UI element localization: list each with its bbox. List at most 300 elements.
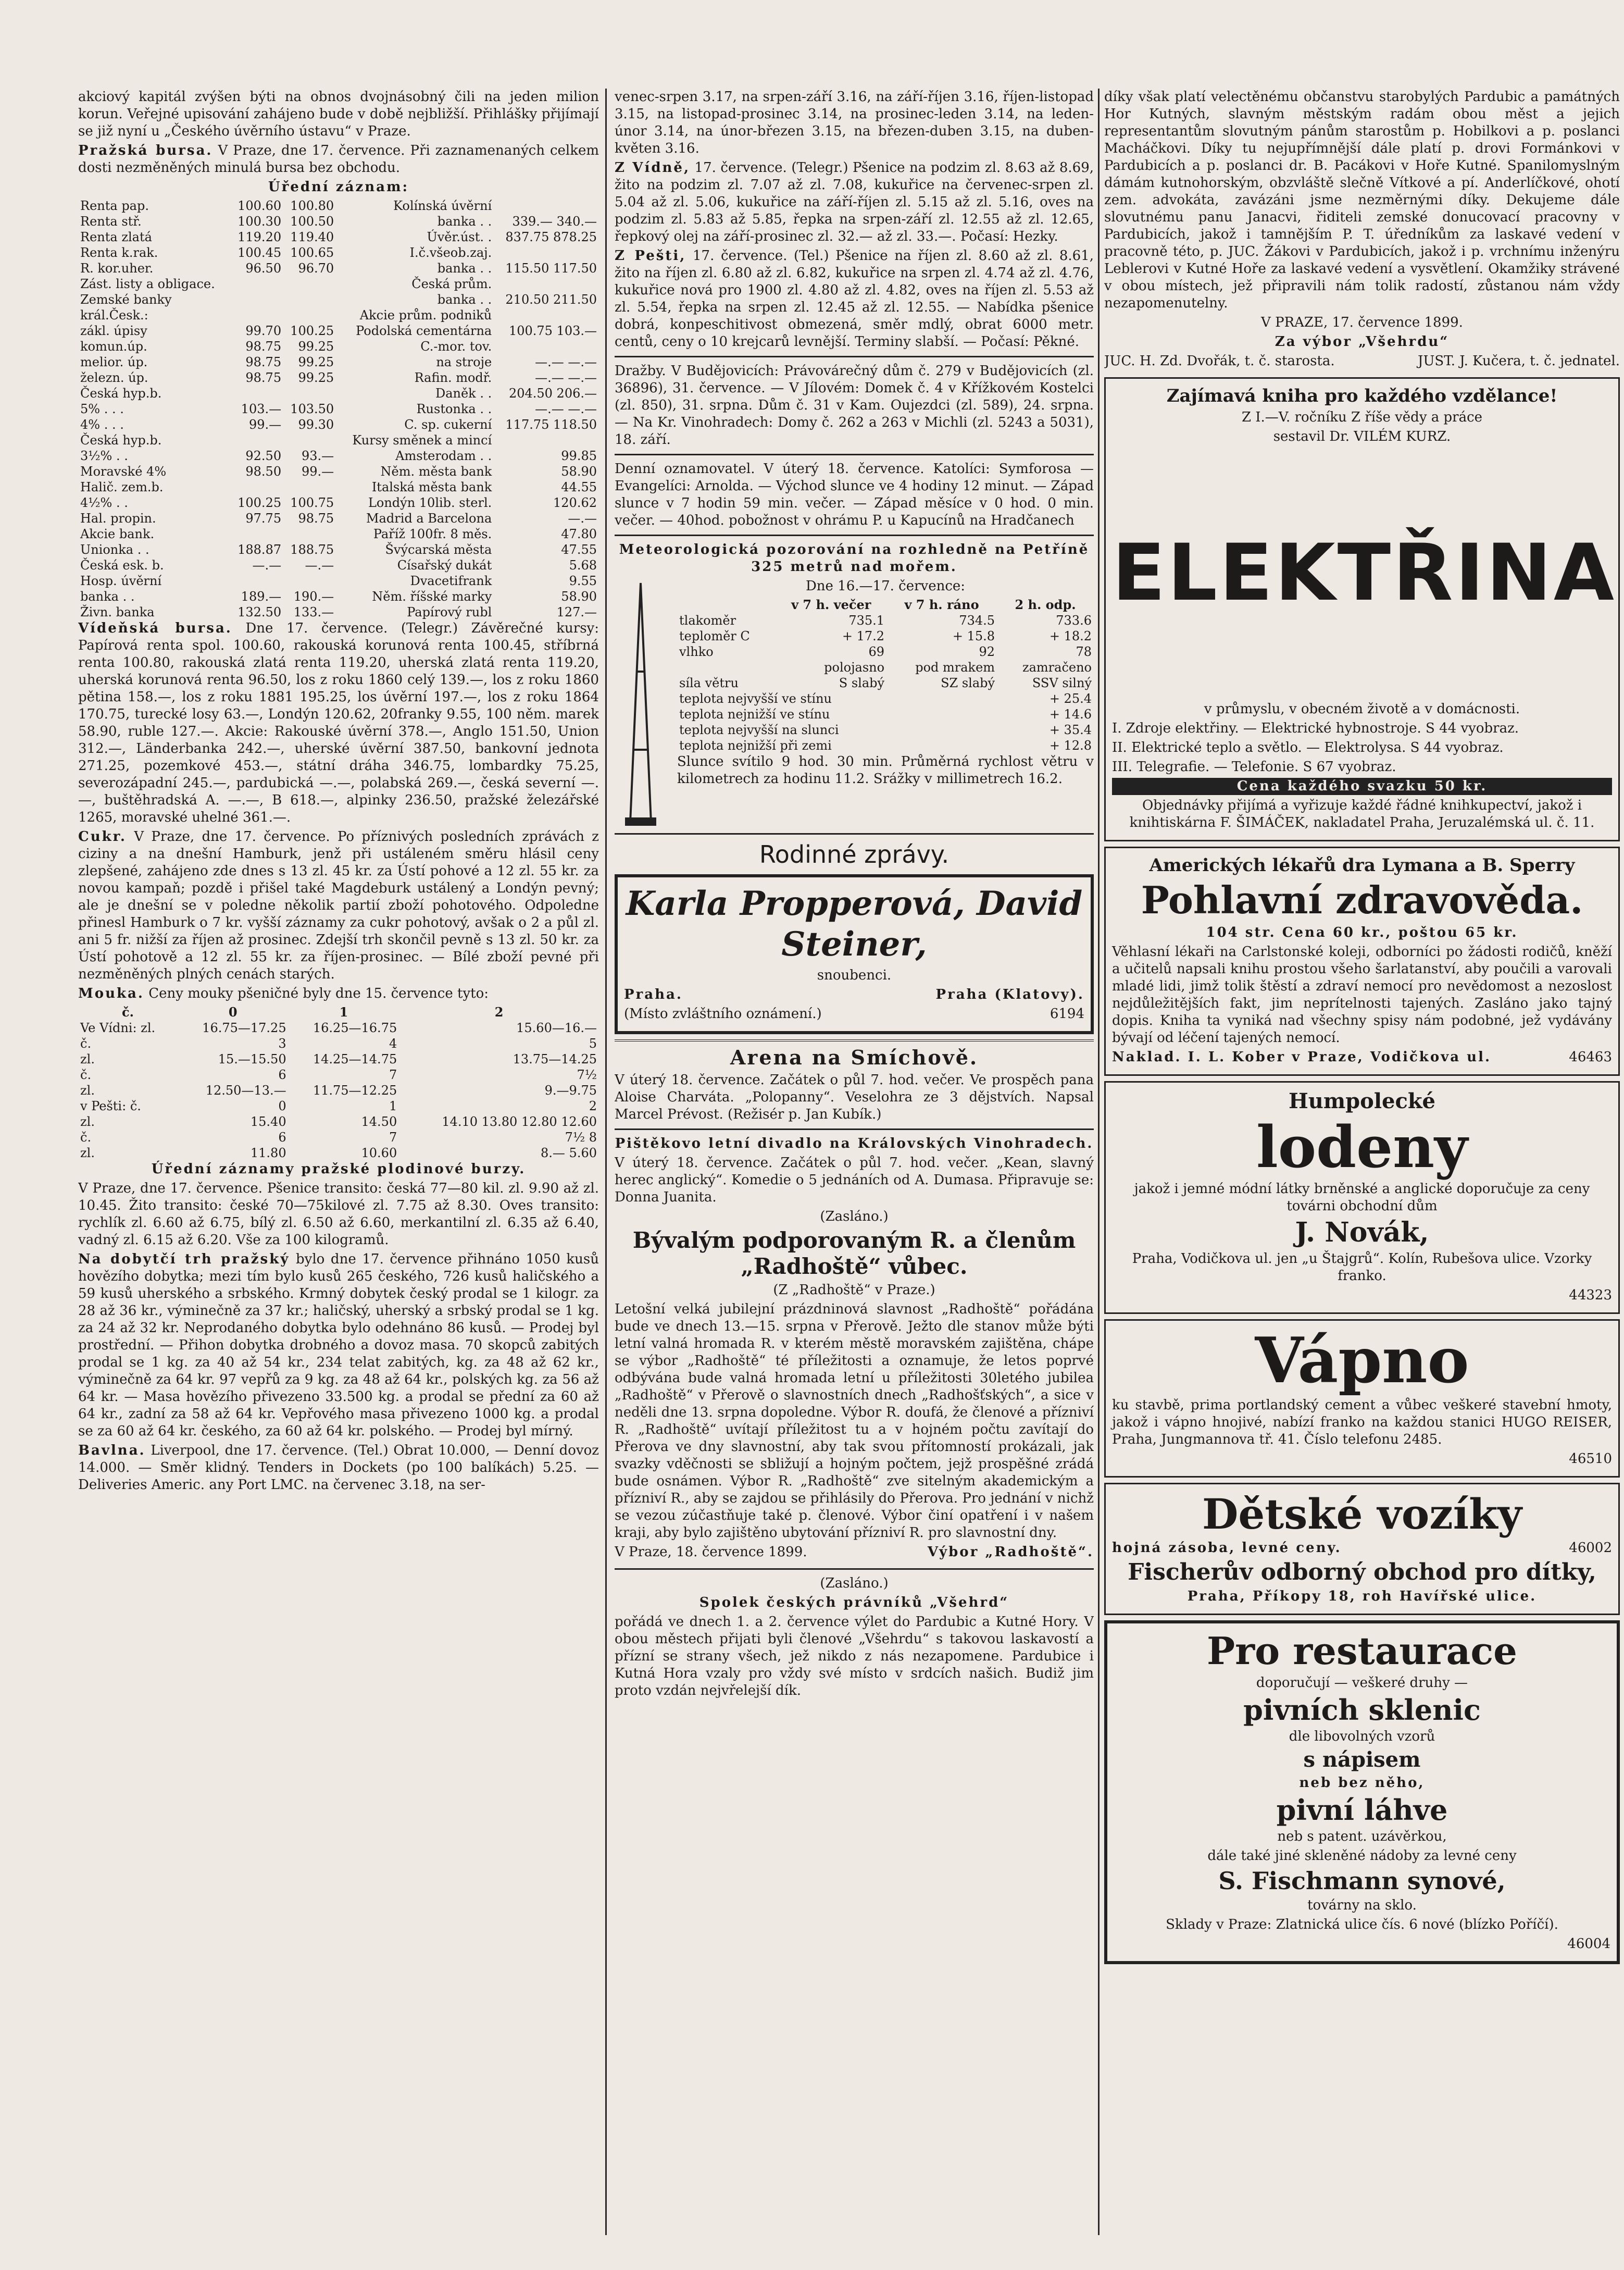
ad-glass: pivních sklenic — [1243, 1693, 1481, 1727]
ad-items — [1112, 720, 1612, 776]
table-cell: 189.— — [241, 589, 282, 604]
table-cell: 5 — [589, 1036, 597, 1051]
ad-heading: Humpolecké — [1288, 1089, 1435, 1113]
table-cell — [283, 573, 336, 589]
table-cell: Kolínská úvěrní — [393, 199, 492, 213]
table-cell: 100.75 103.— — [508, 324, 597, 338]
newspaper-page — [78, 89, 1620, 2235]
table-row — [78, 1114, 599, 1130]
column-1 — [78, 89, 599, 2235]
section-heading: Cukr. — [78, 829, 127, 845]
table-cell: melior. úp. — [80, 355, 148, 369]
table-cell: 96.70 — [298, 261, 334, 276]
table-cell: 188.75 — [290, 542, 334, 557]
column-3 — [1104, 89, 1620, 2235]
section-heading: Úřední záznam: — [268, 179, 409, 195]
table-cell: 2 — [589, 1099, 597, 1113]
table-cell: teplota nejnižší ve stínu — [679, 707, 830, 722]
article-text: V Praze, dne 17. července. Při zaznamenaných celkem dosti nezměněných minulá bursa bez obchodu. — [78, 143, 599, 176]
table-cell: č. — [80, 1036, 92, 1051]
table-row — [78, 1020, 599, 1036]
table-cell: 99.— — [301, 464, 334, 479]
table-cell: Amsterodam . . — [395, 449, 492, 463]
table-cell: 190.— — [293, 589, 334, 604]
table-cell: 6 — [278, 1068, 286, 1082]
section-heading: Na dobytčí trh pražský — [78, 1251, 290, 1267]
table-cell — [283, 292, 336, 307]
table-cell: 99.30 — [298, 417, 334, 432]
table-cell: 100.80 — [290, 199, 334, 213]
table-cell: Živn. banka — [80, 605, 155, 619]
table-cell: 98.75 — [298, 511, 334, 526]
table-cell: —.— —.— — [535, 370, 597, 385]
article-text: V Praze, dne 17. července. Po příznivých posledních zprávách z ciziny a na dnešní Hamburk, jenž při ustáleném směru hlásil ceny zlepšené, zahájeno zde dnes s 13 zl. 45 kr. za Ústí pohové a 12 zl. 55 kr. za novou kampaň; pozdě i přišel také Magdeburk ustálený a Londýn pevný; ale je dnešní se v poledne několik partií zboží pohotového. Odpoledne přinesl Hamburk o 7 kr. vyšší záznamy za cukr pohotový, avšak o 2 a půl zl. ani 5 fr. nižší za říjen až prosinec. Zdejší trh skončil pevně s 13 zl. 50 kr. za Ústí pohotově a 12 zl. 55 kr. za říjen-prosinec. — Bílé zboží pevné při nezměněných plných cenách starých. — [78, 829, 599, 982]
ad-number: 46463 — [1569, 1049, 1612, 1065]
section-heading: Arena na Smíchově. — [730, 1046, 979, 1069]
table-cell: 4½% . . — [80, 495, 128, 510]
column-header — [677, 597, 776, 613]
table-cell: 3½% . . — [80, 449, 128, 463]
table-cell — [231, 292, 283, 307]
table-row — [677, 738, 1094, 753]
table-cell: 69 — [868, 644, 885, 659]
table-cell: Něm. města bank — [380, 464, 492, 479]
table-cell: SSV silný — [1032, 676, 1092, 690]
table-cell: Italská města bank — [371, 480, 492, 494]
table-cell: + 25.4 — [1049, 691, 1092, 706]
section-heading: Pištěkovo letní divadlo na Královských Vinohradech. — [615, 1136, 1094, 1151]
column-header: 2 h. odp. — [1015, 597, 1076, 612]
ad-title: lodeny — [1256, 1113, 1468, 1181]
zaslano-label: (Zasláno.) — [820, 1209, 889, 1224]
table-cell — [494, 432, 599, 448]
table-cell: C. sp. cukerní — [404, 417, 492, 432]
table-cell — [231, 276, 283, 292]
ad-restaurace — [1104, 1620, 1620, 1964]
ad-address: Sklady v Praze: Zlatnická ulice čís. 6 nové (blízko Poříčí). — [1166, 1917, 1558, 1932]
ad-address: Praha, Příkopy 18, roh Havířské ulice. — [1187, 1589, 1537, 1604]
table-cell: S slabý — [839, 676, 885, 690]
article-text: Ceny mouky pšeničné byly dne 15. července tyto: — [148, 986, 489, 1001]
article-text: V úterý 18. července. Začátek o půl 7. hod. večer. „Kean, slavný herec anglický“. Komedie o 5 jednáních od A. Dumasa. Připravuje se: Donna Juanita. — [615, 1155, 1094, 1205]
table-cell: 1 — [389, 1099, 397, 1113]
table-cell: král.Česk.: — [80, 308, 148, 322]
ad-napis: s nápisem — [1303, 1747, 1421, 1772]
table-cell: 97.75 — [245, 511, 282, 526]
table-row — [78, 229, 599, 245]
table-cell — [231, 526, 283, 542]
table-row — [677, 691, 1094, 706]
table-cell: teplota nejvyšší ve stínu — [679, 691, 832, 706]
table-cell: 98.50 — [245, 464, 282, 479]
table-cell: komun.úp. — [80, 339, 147, 354]
table-cell: Hosp. úvěrní — [80, 574, 162, 588]
table-row — [677, 644, 1094, 660]
table-cell: 58.90 — [561, 464, 597, 479]
table-cell: 127.— — [556, 605, 597, 619]
list-item: II. Elektrické teplo a světlo. — Elektrolysa. S 44 vyobraz. — [1112, 740, 1504, 755]
ad-number: 46002 — [1569, 1540, 1612, 1556]
table-row — [78, 401, 599, 417]
table-cell: Paříž 100fr. 8 měs. — [373, 527, 492, 541]
article-text: V úterý 18. července. Začátek o půl 7. hod. večer. Ve prospěch pana Aloise Charváta. „Polopanny“. Veselohra ze 3 dějstvích. Napsal Marcel Prévost. (Režisér p. Jan Kubík.) — [615, 1072, 1094, 1122]
table-cell: Rafin. modř. — [414, 370, 492, 385]
ad-text: ku stavbě, prima portlandský cement a vůbec veškeré stavební hmoty, jakož i vápno hnojivé, nabízí franko na každou stanici HUGO REISER, Praha, Jungmannova tř. 41. Číslo telefonu 2485. — [1112, 1397, 1612, 1447]
divider — [615, 833, 1094, 835]
divider — [615, 454, 1094, 455]
table-cell: 44.55 — [561, 480, 597, 494]
divider — [615, 1039, 1094, 1041]
table-row — [78, 604, 599, 620]
table-cell — [494, 245, 599, 261]
table-row — [78, 292, 599, 307]
table-cell: 339.— 340.— — [512, 214, 597, 229]
table-cell: 58.90 — [561, 589, 597, 604]
table-cell: 78 — [1076, 644, 1092, 659]
ad-lodeny — [1104, 1081, 1620, 1314]
ad-title: Dětské vozíky — [1202, 1490, 1522, 1539]
table-row — [78, 1083, 599, 1098]
table-row — [78, 276, 599, 292]
table-cell: banka . . — [437, 261, 492, 276]
table-cell: 119.40 — [290, 230, 334, 244]
table-cell: banka . . — [80, 589, 135, 604]
table-cell: zamračeno — [1022, 660, 1092, 675]
column-2 — [615, 89, 1094, 2235]
table-cell: 7½ 8 — [565, 1130, 597, 1145]
table-cell — [283, 479, 336, 495]
article-text: venec-srpen 3.17, na srpen-září 3.16, na září-říjen 3.16, říjen-listopad 3.15, na listopad-prosinec 3.14, na prosinec-leden 3.14, na leden-únor 3.14, na únor-březen 3.15, na březen-duben 3.15, na duben-květen 3.16. — [615, 89, 1094, 156]
table-cell: + 18.2 — [1049, 629, 1092, 643]
table-cell: —.— —.— — [535, 402, 597, 416]
table-cell: Renta zlatá — [80, 230, 152, 244]
ad-patent: neb s patent. uzávěrkou, — [1277, 1829, 1447, 1844]
table-cell: 92 — [979, 644, 995, 659]
meteo-footer: Slunce svítilo 9 hod. 30 min. Průměrná rychlost větru v kilometrech za hodinu 11.2. Srážky v millimetrech 16.2. — [677, 754, 1094, 787]
ad-vapno — [1104, 1319, 1620, 1478]
table-cell: v Pešti: č. — [80, 1099, 141, 1113]
list-item: III. Telegrafie. — Telefonie. S 67 vyobraz. — [1112, 759, 1396, 775]
table-cell: 11.80 — [250, 1146, 286, 1160]
table-cell: pod mrakem — [915, 660, 995, 675]
wedding-left: Praha. — [624, 987, 683, 1002]
table-cell — [283, 386, 336, 401]
ad-title: Vápno — [1255, 1324, 1469, 1397]
ad-price: 104 str. Cena 60 kr., poštou 65 kr. — [1206, 925, 1518, 940]
table-cell: 14.50 — [361, 1114, 397, 1129]
table-cell — [283, 526, 336, 542]
table-cell: 100.25 — [238, 495, 282, 510]
column-header: 1 — [339, 1004, 348, 1020]
section-heading: Mouka. — [78, 986, 144, 1001]
column-rule — [1098, 89, 1100, 2235]
table-cell: Madrid a Barcelona — [366, 511, 492, 526]
table-cell — [494, 307, 599, 323]
table-cell: 210.50 211.50 — [505, 292, 597, 307]
ad-address: Praha, Vodičkova ul. jen „u Štajgrů“. Kolín, Rubešova ulice. Vzorky franko. — [1132, 1251, 1592, 1284]
table-cell: Papírový rubl — [407, 605, 492, 619]
zaslano-label: (Zasláno.) — [820, 1576, 889, 1591]
section-heading: Vídeňská bursa. — [78, 621, 232, 636]
table-row — [677, 706, 1094, 722]
table-row — [78, 1145, 599, 1161]
table-row — [78, 307, 599, 323]
section-heading: Bývalým podporovaným R. a členům „Radhoště“ vůbec. — [632, 1227, 1076, 1279]
table-cell — [231, 432, 283, 448]
table-row — [78, 198, 599, 214]
table-cell — [231, 307, 283, 323]
table-cell: Halič. zem.b. — [80, 480, 164, 494]
table-cell: č. — [80, 1068, 92, 1082]
ad-bez: neb bez něho, — [1299, 1775, 1425, 1791]
table-row — [78, 339, 599, 354]
ad-title: ELEKTŘINA — [1112, 528, 1617, 618]
table-cell: 12.50—13.— — [205, 1083, 286, 1098]
table-cell: 15.—15.50 — [218, 1052, 286, 1066]
table-cell: 9.—9.75 — [544, 1083, 597, 1098]
table-cell: 133.— — [293, 605, 334, 619]
article-text: Dražby. V Budějovicích: Právovárečný dům č. 279 v Budějovicích (zl. 36896), 31. července. — V Jílovém: Domek č. 4 v Křížkovém Kostelci (zl. 850), 31. srpna. Dům č. 31 v Kam. Oujezdci (zl. 589), 24. srpna. — Na Kr. Vinohradech: Domy č. 262 a 263 v Michli (zl. 5243 a 5031), 18. září. — [615, 363, 1094, 448]
ad-lahve: pivní láhve — [1276, 1793, 1448, 1827]
table-cell: 98.75 — [245, 370, 282, 385]
article-text: díky však platí velectěnému občanstvu starobylých Pardubic a památných Hor Kutných, slavným městským radám obou měst a jejich representantům slovutným pánům starostům p. Hobilkovi a p. poslanci Macháčkovi. Díky tu nejupřímnější dále platí p. drovi Formánkovi v Pardubicích a p. poslanci dr. B. Pacákovi v Hoře Kutné. Spanilomyslným dámám kutnohorským, obzvláště slečně Vítkové a pí. Anderlíčkové, ohotí zem. advokáta, zavázáni jsme nezměrnými díky. Dekujeme dále slovutnému panu Janacvi, řiditeli zemské donucovací pracovny v Pardubicích, jakož i tamnějším P. T. úředníkům za laskavé vedení v pracovně této, p. JUC. Žákovi v Pardubicích, jakož i p. vrchnímu inženýru Leblerovi v Kutné Hoře za laskavé vedení a vysvětlení. Okamžiky strávené v obou místech, jež připravili nám tolik radostí, zůstanou nám vždy nezapomenutelny. — [1104, 89, 1620, 311]
table-cell: 204.50 206.— — [508, 386, 597, 401]
bursa-table — [78, 198, 599, 620]
table-cell: 15.40 — [250, 1114, 286, 1129]
table-row — [78, 214, 599, 229]
ad-heading: Zajímavá kniha pro každého vzdělance! — [1166, 386, 1558, 406]
column-header: v 7 h. večer — [791, 597, 871, 612]
table-cell: 3 — [278, 1036, 286, 1051]
table-cell: zl. — [80, 1083, 95, 1098]
article-text: Denní oznamovatel. V úterý 18. července. Katolíci: Symforosa — Evangelíci: Arnolda. — Východ slunce ve 4 hodiny 12 minut. — Západ slunce v 7 hodin 59 min. večer. — Západ měsíce v 0 hod. 0 min. večer. — 40hod. pobožnost v ohrámu P. u Kapucínů na Hradčanech — [615, 461, 1094, 528]
table-row — [78, 1098, 599, 1114]
ad-number: 46004 — [1567, 1936, 1610, 1952]
subheading: (Z „Radhoště“ v Praze.) — [773, 1282, 935, 1298]
table-cell: 115.50 117.50 — [505, 261, 597, 276]
table-cell: 8.— 5.60 — [541, 1146, 597, 1160]
ad-number: 46510 — [1569, 1451, 1612, 1467]
table-cell: 0 — [278, 1099, 286, 1113]
table-row — [78, 432, 599, 448]
table-cell: zákl. úpisy — [80, 324, 147, 338]
table-cell — [494, 198, 599, 214]
table-row — [78, 557, 599, 573]
table-row — [677, 660, 1094, 675]
column-header: 0 — [228, 1004, 238, 1020]
table-cell: 5.68 — [569, 558, 597, 573]
divider — [615, 1568, 1094, 1570]
table-row — [677, 628, 1094, 644]
table-cell — [283, 276, 336, 292]
table-cell: Císařský dukát — [397, 558, 492, 573]
table-cell: Rustonka . . — [416, 402, 492, 416]
wedding-announcement — [615, 874, 1094, 1034]
article-text: Letošní velká jubilejní prázdninová slavnost „Radhoště“ pořádána bude ve dnech 13.—15. srpna v Přerově. Ježto dle stanov může býti letní valná hromada R. v kterém městě moravském zajištěna, chápe se výbor „Radhoště“ té příležitosti a oznamuje, že letos poprvé odbývána bude valná hromada letní u příležitosti 30letého jubilea „Radhoště“ v Přerově o slavnostních dnech „Radhošťských“, a sice v neděli dne 13. srpna dopoledne. Výbor R. doufá, že členové a přízniví R. „Radhoště“ uvítají příležitost tu a v hojném počtu zavítají do Přerova ve dny slavnostní, aby tak svou přítomností prokázali, jak svazky vděčnosti se sbližují a hojným počtem, jejž prospěšné zrádá bude osnámen. Výbor R. „Radhoště“ zve sitelným akademickým a přízniví R., aby se zajdou se přihlásily do Přerova. Pro jednání v nichž se vezou zúčastňuje také p. členové. Výbor činí opatření i v našem kraji, aby bylo zajištěno ubytování přízniví R. pro slavnostní dny. — [615, 1301, 1094, 1541]
wedding-foot: (Místo zvláštního oznámení.) — [624, 1006, 822, 1022]
divider — [615, 1128, 1094, 1130]
table-cell: SZ slabý — [941, 676, 995, 690]
article-text: 17. července. (Tel.) Pšenice na říjen zl. 8.60 až zl. 8.61, žito na říjen zl. 6.80 až zl. 6.82, kukuřice na srpen zl. 4.74 až zl. 4.76, kukuřice nová pro 1900 zl. 4.80 až zl. 4.82, oves na říjen zl. 5.53 až zl. 5.54, řepka na srpen zl. 12.45 až zl. 12.55. — Nabídka pšenice dobrá, konpeschitivost obmezená, směr mdlý, obrat 6000 metr. centů, ceny o 10 krejcarů levnější. Terminy slabší. — Počasí: Pěkné. — [615, 248, 1094, 350]
table-cell: Dvacetifrank — [410, 574, 492, 588]
table-cell — [231, 573, 283, 589]
table-cell: tlakoměr — [679, 613, 736, 628]
table-cell: 92.50 — [245, 449, 282, 463]
table-cell: teplota nejvyšší na slunci — [679, 723, 839, 737]
table-cell: 99.25 — [298, 339, 334, 354]
table-cell: 735.1 — [848, 613, 885, 628]
table-cell: 188.87 — [238, 542, 282, 557]
ad-author: sestavil Dr. VILÉM KURZ. — [1273, 429, 1451, 444]
table-row — [78, 526, 599, 542]
wedding-right: Praha (Klatovy). — [935, 987, 1084, 1002]
column-header: v 7 h. ráno — [904, 597, 979, 612]
table-cell: 99.25 — [298, 370, 334, 385]
table-cell — [231, 386, 283, 401]
wedding-subtitle: snoubenci. — [817, 967, 892, 983]
table-row — [78, 386, 599, 401]
table-cell: 7 — [389, 1068, 397, 1082]
meteo-date: Dne 16.—17. července: — [805, 578, 966, 594]
table-row — [78, 1051, 599, 1067]
table-cell: Moravské 4% — [80, 464, 167, 479]
table-cell: —.— —.— — [535, 355, 597, 369]
table-cell: 4 — [389, 1036, 397, 1051]
table-cell: —.— — [252, 558, 282, 573]
table-cell: R. kor.uher. — [80, 261, 154, 276]
table-row — [78, 417, 599, 432]
table-cell: banka . . — [437, 292, 492, 307]
table-cell: 9.55 — [569, 574, 597, 588]
section-heading: Z Vídně, — [615, 160, 691, 176]
section-heading: Meteorologická pozorování na rozhledně na Petříně 325 metrů nad mořem. — [619, 542, 1090, 575]
ad-number: 44323 — [1569, 1287, 1612, 1303]
table-cell: Česká prům. — [411, 277, 492, 291]
date-line: V PRAZE, 17. července 1899. — [1261, 315, 1463, 330]
table-cell: 16.75—17.25 — [202, 1021, 286, 1035]
table-cell — [494, 339, 599, 354]
table-cell: 734.5 — [959, 613, 995, 628]
table-cell: teplota nejnižší při zemi — [679, 738, 832, 753]
wedding-number: 6194 — [1050, 1006, 1084, 1022]
table-row — [78, 464, 599, 479]
section-heading: Spolek českých právníků „Všehrd“ — [699, 1595, 1009, 1610]
ad-price: Cena každého svazku 50 kr. — [1112, 778, 1612, 795]
ad-text: Věhlasní lékaři na Carlstonské koleji, odborníci po žádosti rodičů, kněží a učitelů napsali knihu prostou všeho šarlatanství, aby poučili a varovali mladé lidi, jimž tolik štěstí a zdraví nemocí pro nevědomost a nezoslost nejdůležitějších fakt, jim neprítelnosti tajených. Zasláno jako tajný dopis. Kniha ta vyniká nad všechny spisy nám podobné, jež vydávány bývají od léčení tajených nemocí. — [1112, 944, 1612, 1046]
table-cell: 99.— — [248, 417, 282, 432]
table-cell: Renta k.rak. — [80, 245, 158, 260]
table-cell: 14.25—14.75 — [313, 1052, 397, 1066]
date-line: V Praze, 18. července 1899. — [615, 1544, 807, 1560]
table-cell: 100.75 — [290, 495, 334, 510]
table-cell: Švýcarská města — [385, 542, 492, 557]
table-cell: 120.62 — [553, 495, 597, 510]
table-cell: 13.75—14.25 — [513, 1052, 597, 1066]
ad-glass-sub: dle libovolných vzorů — [1289, 1729, 1435, 1744]
table-cell: 5% . . . — [80, 402, 124, 416]
table-cell: zl. — [80, 1146, 95, 1160]
table-row — [78, 323, 599, 339]
ad-voziky — [1104, 1483, 1620, 1615]
table-cell: Hal. propin. — [80, 511, 156, 526]
table-cell: Akcie prům. podniků — [359, 308, 492, 322]
table-cell: Česká hyp.b. — [80, 386, 162, 401]
ad-lyman — [1104, 847, 1620, 1076]
table-cell: 47.55 — [561, 542, 597, 557]
ad-subheading: hojná zásoba, levné ceny. — [1112, 1540, 1342, 1556]
article-text: 17. července. (Telegr.) Pšenice na podzim zl. 8.63 až 8.69, žito na podzim zl. 7.07 až zl. 7.08, kukuřice na červenec-srpen zl. 5.04 až zl. 5.06, kukuřice na září-říjen zl. 5.15 až zl. 5.16, oves na podzim zl. 5.83 až 5.85, řepka na srpen-září zl. 12.55 až zl. 12.65, řepkový olej na září-prosinec zl. 32.— až zl. 33.—. Počasí: Hezky. — [615, 160, 1094, 244]
section-heading: Pražská bursa. — [78, 143, 213, 158]
table-cell: 837.75 878.25 — [505, 230, 597, 244]
table-row — [78, 1130, 599, 1145]
table-cell: Daněk . . — [435, 386, 492, 401]
signature: Výbor „Radhoště“. — [927, 1544, 1094, 1560]
table-cell: 11.75—12.25 — [313, 1083, 397, 1098]
signature: Za výbor „Všehrdu“ — [1275, 334, 1450, 350]
table-cell: Úvěr.úst. . — [427, 230, 492, 244]
article-text: Dne 17. července. (Telegr.) Závěrečné kursy: Papírová renta spol. 100.60, rakouská korunová renta 100.45, stříbrná renta 100.80, rakouská zlatá renta 119.20, uherská zlatá renta 119.20, uherská korunová renta 96.50, los z roku 1860 celý 139.—, los z roku 1860 pětina 158.—, los z roku 1881 195.25, los úvěrní 197.—, los z roku 1864 170.75, turecké losy 63.—, Londýn 120.62, 20franky 9.55, 100 něm. marek 58.90, ruble 127.—. Akcie: Rakouské úvěrní 378.—, Anglo 151.50, Union 312.—, Länderbanka 242.—, uherské úvěrní 387.50, bankovní jednota 271.25, pozemkové 453.—, státní dráha 346.75, lombardky 75.25, severozápadní 245.—, pardubická —.—, polabská 269.—, česká severní —.—, buštěhradská A. —.—, B 618.—, alpinky 236.50, pražské železářské 1265, moravské uhelné 361.—. — [78, 621, 599, 825]
article-text: Liverpool, dne 17. července. (Tel.) Obrat 10.000, — Denní dovoz 14.000. — Směr klidný. Tenders in Dockets (po 100 balíkách) 5.25. — Deliveries Americ. any Port LMC. na červenec 3.18, na ser- — [78, 1443, 599, 1493]
table-cell: 100.60 — [238, 199, 282, 213]
ad-title: Pohlavní zdravověda. — [1141, 878, 1583, 922]
table-cell: 16.25—16.75 — [313, 1021, 397, 1035]
mouka-table — [78, 1004, 599, 1161]
table-row — [78, 245, 599, 261]
table-row — [677, 613, 1094, 628]
column-header: 2 — [494, 1004, 504, 1020]
table-cell: + 17.2 — [842, 629, 885, 643]
table-cell: teploměr C — [679, 629, 750, 643]
table-cell: 100.25 — [290, 324, 334, 338]
divider — [615, 356, 1094, 357]
signature-left: JUC. H. Zd. Dvořák, t. č. starosta. — [1104, 353, 1335, 369]
table-row — [78, 573, 599, 589]
table-cell: 93.— — [301, 449, 334, 463]
table-cell: C.-mor. tov. — [420, 339, 492, 354]
table-cell: č. — [80, 1130, 92, 1145]
ad-elektrina — [1104, 377, 1620, 841]
table-row — [78, 479, 599, 495]
table-cell: I.č.všeob.zaj. — [409, 245, 492, 260]
table-cell: 117.75 118.50 — [505, 417, 597, 432]
table-cell — [283, 432, 336, 448]
table-cell: Kursy směnek a mincí — [352, 433, 492, 448]
table-row — [78, 1067, 599, 1083]
table-cell: zl. — [80, 1052, 95, 1066]
ad-factory: továrny na sklo. — [1307, 1897, 1417, 1913]
table-cell: 100.45 — [238, 245, 282, 260]
table-cell: 132.50 — [238, 605, 282, 619]
table-cell: síla větru — [679, 676, 739, 690]
table-header — [677, 597, 1094, 613]
table-cell — [494, 276, 599, 292]
table-cell: + 14.6 — [1049, 707, 1092, 722]
column-rule — [605, 89, 607, 2235]
section-heading: Z Pešti, — [615, 248, 686, 264]
table-cell: 99.25 — [298, 355, 334, 369]
table-cell: Renta pap. — [80, 199, 149, 213]
table-cell: + 35.4 — [1049, 723, 1092, 737]
article-text: bylo dne 17. července přihnáno 1050 kusů hovězího dobytka; mezi tím bylo kusů 265 českého, 726 kusů haličského a 59 kusů uherského a srbského. Krmný dobytek český prodal se 1 kilogr. za 28 až 36 kr., výminečně za 37 kr.; haličský, uherský a srbský prodal se 1 kg. za 24 až 32 kr. Neprodaného dobytka bylo odehnáno 86 kusů. — Prodej byl prostřední. — Přihon dobytka drobného a dovoz masa. 70 skopců zabitých prodal se 1 kg. za 40 až 54 kr., 234 telat zabitých, kg. za 48 až 62 kr., výminečně za 64 kr. 97 vepřů za 9 kg. za 48 až 64 kr., polských kg. za 56 až 64 kr. — Masa hovězího přivezeno 33.500 kg. a prodal se přední za 60 až 64 kr., zadní za 58 až 64 kr. Vepřového masa přivezeno 1000 kg. a prodal se za 60 až 64 kr. českého, za 60 až 64 kr. polského. — Prodej byl mírný. — [78, 1251, 599, 1439]
table-cell: banka . . — [437, 214, 492, 229]
table-cell: 47.80 — [561, 527, 597, 541]
table-cell: Londýn 10lib. sterl. — [368, 495, 492, 510]
table-cell: 10.60 — [361, 1146, 397, 1160]
table-cell — [231, 479, 283, 495]
table-cell: 98.75 — [245, 339, 282, 354]
table-header — [78, 1004, 599, 1020]
table-cell: 96.50 — [245, 261, 282, 276]
